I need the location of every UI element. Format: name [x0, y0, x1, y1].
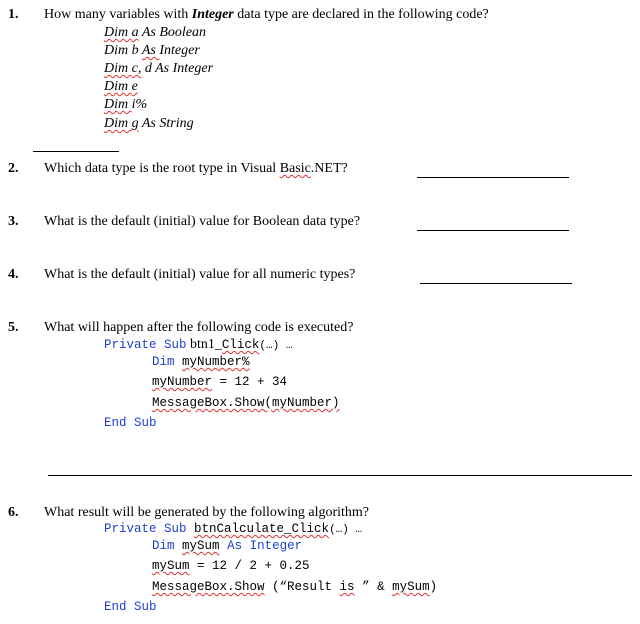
code-keyword: Dim: [152, 539, 175, 553]
code-token: Dim: [104, 25, 132, 40]
question-1-number: 1.: [8, 7, 19, 22]
code-token: …: [279, 340, 293, 352]
code-token: ): [429, 580, 438, 594]
code-token: a: [131, 25, 139, 40]
code-token: Dim: [104, 116, 132, 131]
question-4-text: What is the default (initial) value for all numeric types?: [44, 267, 356, 282]
answer-line-1: [33, 151, 119, 152]
code-token: Dim b: [104, 43, 142, 58]
question-3-number: 3.: [8, 214, 19, 229]
code-token: e: [131, 79, 138, 94]
question-5-number: 5.: [8, 320, 19, 335]
question-2-text-part: .NET?: [310, 161, 348, 176]
q1-code-line-6: [104, 116, 194, 132]
question-5-text: What will happen after the following code is executed?: [44, 320, 354, 335]
answer-line-5: [48, 475, 632, 476]
code-token: As: [141, 43, 160, 58]
code-token: Dim: [104, 79, 132, 94]
q6-code-line-1: [104, 522, 362, 536]
code-keyword: Dim: [152, 355, 175, 369]
q1-code-line-4: [104, 79, 138, 95]
code-keyword: End Sub: [104, 416, 157, 430]
code-token: Dim: [104, 61, 132, 76]
q5-code-line-2: [152, 355, 250, 369]
question-6-text: What result will be generated by the following algorithm?: [44, 505, 370, 520]
code-token: (“Result: [264, 580, 340, 594]
q5-code-line-3: [152, 375, 287, 389]
question-3-text: What is the default (initial) value for Boolean data type?: [44, 214, 361, 229]
question-1-text-part: How many variables with: [44, 7, 192, 22]
answer-line-4: [420, 283, 572, 284]
question-4-number: 4.: [8, 267, 19, 282]
code-token: = 12 + 34: [212, 375, 288, 389]
q5-code-line-5: [104, 416, 157, 430]
code-token: Dim: [104, 97, 132, 112]
question-2-number: 2.: [8, 161, 19, 176]
code-token: btn1_: [186, 337, 222, 352]
code-token: btnCalculate_Click: [194, 522, 330, 536]
code-token: d As Integer: [141, 61, 214, 76]
code-keyword: Private Sub: [104, 522, 187, 536]
code-token: MessageBox.Show: [152, 580, 265, 594]
code-keyword: Private Sub: [104, 338, 187, 352]
code-token: myNumber%: [182, 355, 250, 369]
code-token: Integer: [159, 43, 200, 58]
answer-line-3: [417, 230, 569, 231]
code-token: myNumber: [152, 375, 213, 389]
code-token: g: [131, 116, 139, 131]
code-token: is: [339, 580, 355, 594]
question-2-text: [44, 161, 348, 177]
q6-code-line-2: [152, 539, 302, 553]
code-token: mySum: [182, 539, 220, 553]
code-token: Click: [221, 338, 260, 352]
question-2-text-part: Basic: [279, 161, 311, 176]
code-token: (myNumber): [264, 396, 340, 410]
code-token: As String: [138, 116, 194, 131]
question-2-text-part: Which data type is the root type in Visual: [44, 161, 280, 176]
code-token: MessageBox.Show: [152, 396, 265, 410]
code-token: mySum: [152, 559, 190, 573]
q5-code-line-4: [152, 396, 340, 410]
code-token: mySum: [392, 580, 430, 594]
code-token: (…): [259, 340, 280, 352]
q6-code-line-3: [152, 559, 310, 573]
q6-code-line-5: [104, 600, 157, 614]
code-token: As Boolean: [138, 25, 207, 40]
q1-code-line-1: [104, 25, 206, 41]
q1-code-line-5: [104, 97, 147, 113]
code-token: c,: [131, 61, 142, 76]
q5-code-line-1: [104, 337, 292, 353]
q1-code-line-3: [104, 61, 213, 77]
code-token: ” &: [354, 580, 393, 594]
code-token: (…): [329, 524, 349, 536]
q1-code-line-2: [104, 43, 200, 59]
code-token: …: [348, 524, 363, 536]
code-keyword: As Integer: [227, 539, 303, 553]
question-1-text-bold: Integer: [191, 7, 234, 22]
code-token: i%: [131, 97, 148, 112]
code-keyword: End Sub: [104, 600, 157, 614]
code-token: = 12 / 2 + 0.25: [189, 559, 310, 573]
q6-code-line-4: [152, 580, 437, 594]
question-1-text: [44, 7, 489, 23]
answer-line-2: [417, 177, 569, 178]
question-6-number: 6.: [8, 505, 19, 520]
question-1-text-part: data type are declared in the following code?: [233, 7, 489, 22]
